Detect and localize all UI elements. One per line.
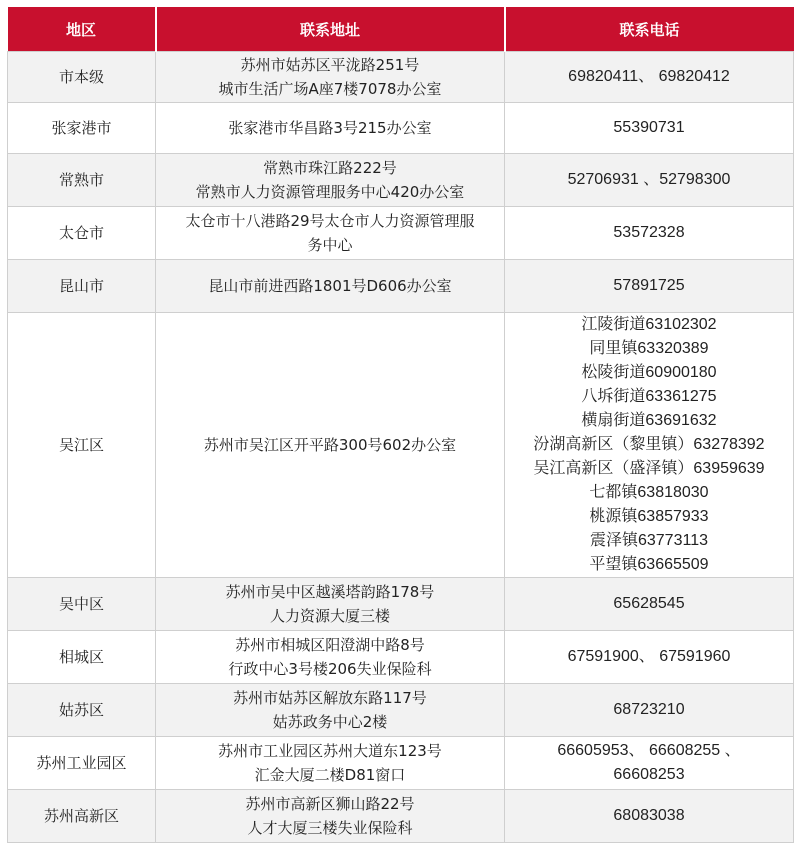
table-row — [8, 684, 794, 737]
table-row — [8, 790, 794, 843]
phone-number: 松陵街道60900180 — [581, 364, 717, 381]
address-cell — [156, 154, 505, 207]
header-phone: 联系电话 — [505, 7, 794, 52]
phone-number: 吴江高新区（盛泽镇）63959639 — [533, 460, 765, 477]
phone-number: 汾湖高新区（黎里镇）63278392 — [533, 436, 765, 453]
header-region: 地区 — [8, 7, 156, 52]
phone-number: 68083038 — [613, 807, 685, 824]
table-row — [8, 154, 794, 207]
region-cell: 吴中区 — [8, 578, 156, 631]
phone-number: 江陵街道63102302 — [581, 316, 717, 333]
phone-number: 横扇街道63691632 — [581, 412, 717, 429]
region-cell: 苏州工业园区 — [8, 737, 156, 790]
region-cell: 市本级 — [8, 52, 156, 103]
table-row — [8, 578, 794, 631]
phone-number: 桃源镇63857933 — [589, 508, 709, 525]
phone-number: 七都镇63818030 — [589, 484, 709, 501]
phone-number: 八坼街道63361275 — [581, 388, 717, 405]
address-line: 苏州市相城区阳澄湖中路8号 — [235, 636, 425, 654]
phone-cell — [505, 631, 794, 684]
table-row — [8, 737, 794, 790]
address-line: 人才大厦三楼失业保险科 — [247, 819, 413, 837]
region-cell: 苏州高新区 — [8, 790, 156, 843]
address-line: 昆山市前进西路1801号D606办公室 — [208, 277, 452, 295]
phone-cell — [505, 52, 794, 103]
phone-number: 52706931 、52798300 — [567, 171, 731, 188]
address-cell — [156, 260, 505, 313]
address-cell — [156, 790, 505, 843]
phone-number: 震泽镇63773113 — [589, 532, 708, 549]
address-line: 太仓市十八港路29号太仓市人力资源管理服 — [185, 212, 475, 230]
region-cell: 相城区 — [8, 631, 156, 684]
phone-number: 69820411、 69820412 — [568, 68, 730, 85]
header-address: 联系地址 — [156, 7, 505, 52]
contact-table-container — [7, 7, 793, 843]
address-line: 常熟市人力资源管理服务中心420办公室 — [195, 183, 465, 201]
address-line: 姑苏政务中心2楼 — [272, 713, 388, 731]
contact-table — [7, 7, 794, 843]
phone-number: 66605953、 66608255 、 — [557, 742, 741, 759]
address-line: 务中心 — [307, 236, 353, 254]
phone-number: 平望镇63665509 — [589, 556, 709, 573]
address-line: 苏州市工业园区苏州大道东123号 — [218, 742, 442, 760]
phone-number: 68723210 — [613, 701, 685, 718]
address-line: 苏州市吴江区开平路300号602办公室 — [203, 436, 457, 454]
phone-number: 65628545 — [613, 595, 685, 612]
phone-cell — [505, 684, 794, 737]
phone-number: 同里镇63320389 — [589, 340, 709, 357]
address-line: 城市生活广场A座7楼7078办公室 — [218, 80, 442, 98]
phone-number: 55390731 — [613, 119, 685, 136]
table-row — [8, 103, 794, 154]
phone-number: 67591900、 67591960 — [567, 648, 731, 665]
table-row — [8, 260, 794, 313]
table-row — [8, 52, 794, 103]
region-cell: 姑苏区 — [8, 684, 156, 737]
address-line: 行政中心3号楼206失业保险科 — [228, 660, 432, 678]
address-line: 苏州市姑苏区解放东路117号 — [233, 689, 427, 707]
address-cell — [156, 52, 505, 103]
region-cell: 太仓市 — [8, 207, 156, 260]
address-cell — [156, 631, 505, 684]
table-body — [8, 52, 794, 843]
phone-cell — [505, 207, 794, 260]
phone-number: 66608253 — [613, 766, 685, 783]
phone-number: 53572328 — [613, 224, 685, 241]
table-header-row — [8, 7, 794, 52]
table-row — [8, 207, 794, 260]
address-line: 苏州市姑苏区平泷路251号 — [240, 56, 420, 74]
phone-number: 57891725 — [613, 277, 685, 294]
region-cell: 常熟市 — [8, 154, 156, 207]
phone-cell — [505, 154, 794, 207]
address-line: 汇金大厦二楼D81窗口 — [254, 766, 406, 784]
phone-cell — [505, 790, 794, 843]
region-cell: 吴江区 — [8, 313, 156, 578]
address-line: 常熟市珠江路222号 — [263, 159, 397, 177]
address-cell — [156, 578, 505, 631]
phone-cell — [505, 578, 794, 631]
address-cell — [156, 313, 505, 578]
address-cell — [156, 737, 505, 790]
table-row — [8, 631, 794, 684]
region-cell: 张家港市 — [8, 103, 156, 154]
address-line: 苏州市高新区狮山路22号 — [245, 795, 415, 813]
address-cell — [156, 103, 505, 154]
region-cell: 昆山市 — [8, 260, 156, 313]
address-line: 人力资源大厦三楼 — [269, 607, 390, 625]
phone-cell — [505, 103, 794, 154]
phone-cell — [505, 737, 794, 790]
phone-cell — [505, 260, 794, 313]
phone-cell — [505, 313, 794, 578]
address-line: 苏州市吴中区越溪塔韵路178号 — [225, 583, 435, 601]
address-line: 张家港市华昌路3号215办公室 — [228, 119, 432, 137]
address-cell — [156, 684, 505, 737]
address-cell — [156, 207, 505, 260]
table-row — [8, 313, 794, 578]
